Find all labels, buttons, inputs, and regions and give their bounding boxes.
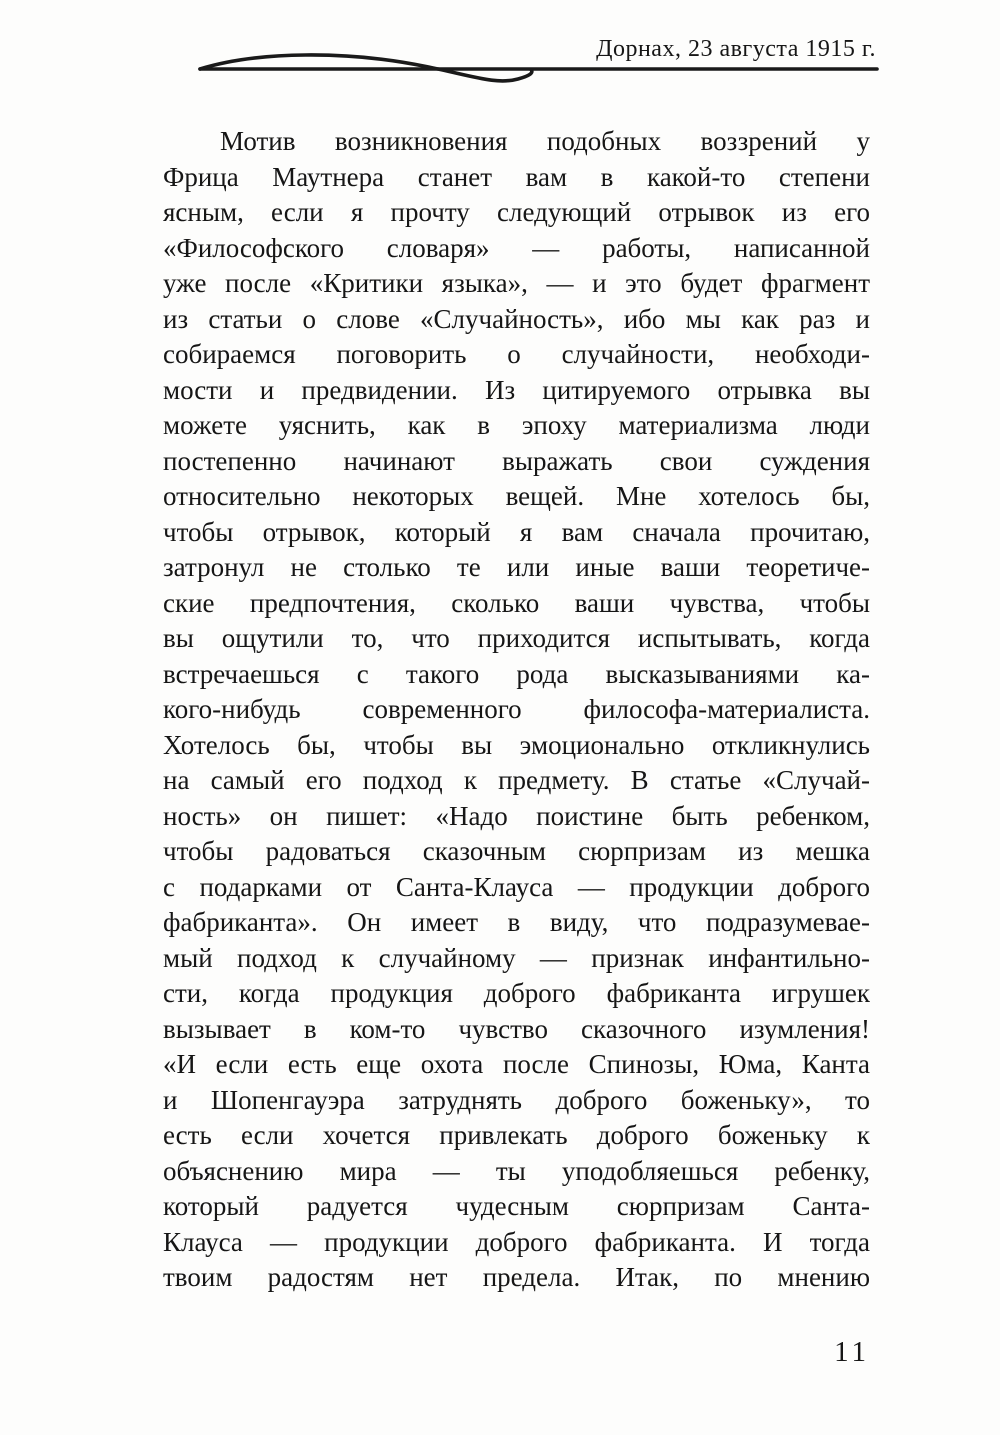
text-line: относительно некоторых вещей. Мне хотелось бы, (163, 481, 870, 511)
text-line: сти, когда продукция доброго фабриканта игрушек (163, 978, 870, 1008)
text-line: из статьи о слове «Случайность», ибо мы как раз и (163, 303, 870, 334)
text-line: есть если хочется привлекать доброго боженьку к (163, 1120, 870, 1150)
text-line: «Философского словаря» — работы, написанной (163, 232, 870, 263)
text-line: ясным, если я прочту следующий отрывок из его (163, 197, 870, 227)
page-number: 11 (834, 1336, 870, 1368)
running-head-dateline: Дорнах, 23 августа 1915 г. (596, 36, 876, 62)
text-line: «И если есть еще охота после Спинозы, Юма, Канта (163, 1049, 870, 1079)
text-line: чтобы отрывок, который я вам сначала прочитаю, (163, 516, 870, 547)
text-line: мости и предвидении. Из цитируемого отрывка вы (163, 374, 870, 405)
body-text (163, 124, 870, 1296)
text-line: который радуется чудесным сюрпризам Санта- (163, 1191, 870, 1221)
text-line: встречаешься с такого рода высказываниями ка- (163, 658, 870, 689)
text-line: уже после «Критики языка», — и это будет фрагмент (163, 268, 870, 298)
text-line: можете уяснить, как в эпоху материализма люди (163, 410, 870, 440)
text-line: кого-нибудь современного философа-материалиста. (163, 694, 870, 724)
text-line: Хотелось бы, чтобы вы эмоционально откликнулись (163, 729, 870, 760)
text-line: вы ощутили то, что приходится испытывать, когда (163, 623, 870, 653)
text-line: твоим радостям нет предела. Итак, по мнению (163, 1262, 870, 1292)
text-line: затронул не столько те или иные ваши теоретиче- (163, 552, 870, 582)
text-line: Мотив возникновения подобных воззрений у (220, 126, 870, 156)
text-line: вызывает в ком-то чувство сказочного изумления! (163, 1013, 870, 1044)
text-line: на самый его подход к предмету. В статье «Случай- (163, 765, 870, 795)
text-line: Фрица Маутнера станет вам в какой-то степени (163, 161, 870, 192)
text-line: постепенно начинают выражать свои суждения (163, 445, 870, 476)
text-line: фабриканта». Он имеет в виду, что подразумевае- (163, 907, 870, 937)
text-line: с подарками от Санта-Клауса — продукции доброго (163, 871, 870, 902)
text-line: ность» он пишет: «Надо поистине быть ребенком, (163, 800, 870, 831)
text-line: объяснению мира — ты уподобляешься ребенку, (163, 1155, 870, 1186)
text-line: чтобы радоваться сказочным сюрпризам из мешка (163, 836, 870, 866)
text-line: мый подход к случайному — признак инфантильно- (163, 942, 870, 973)
text-line: ские предпочтения, сколько ваши чувства, чтобы (163, 587, 870, 618)
text-line: собираемся поговорить о случайности, необходи- (163, 339, 870, 369)
header-rule-flourish-icon (178, 48, 882, 92)
text-line: и Шопенгауэра затруднять доброго боженьку», то (163, 1084, 870, 1115)
text-line: Клауса — продукции доброго фабриканта. И тогда (163, 1226, 870, 1257)
